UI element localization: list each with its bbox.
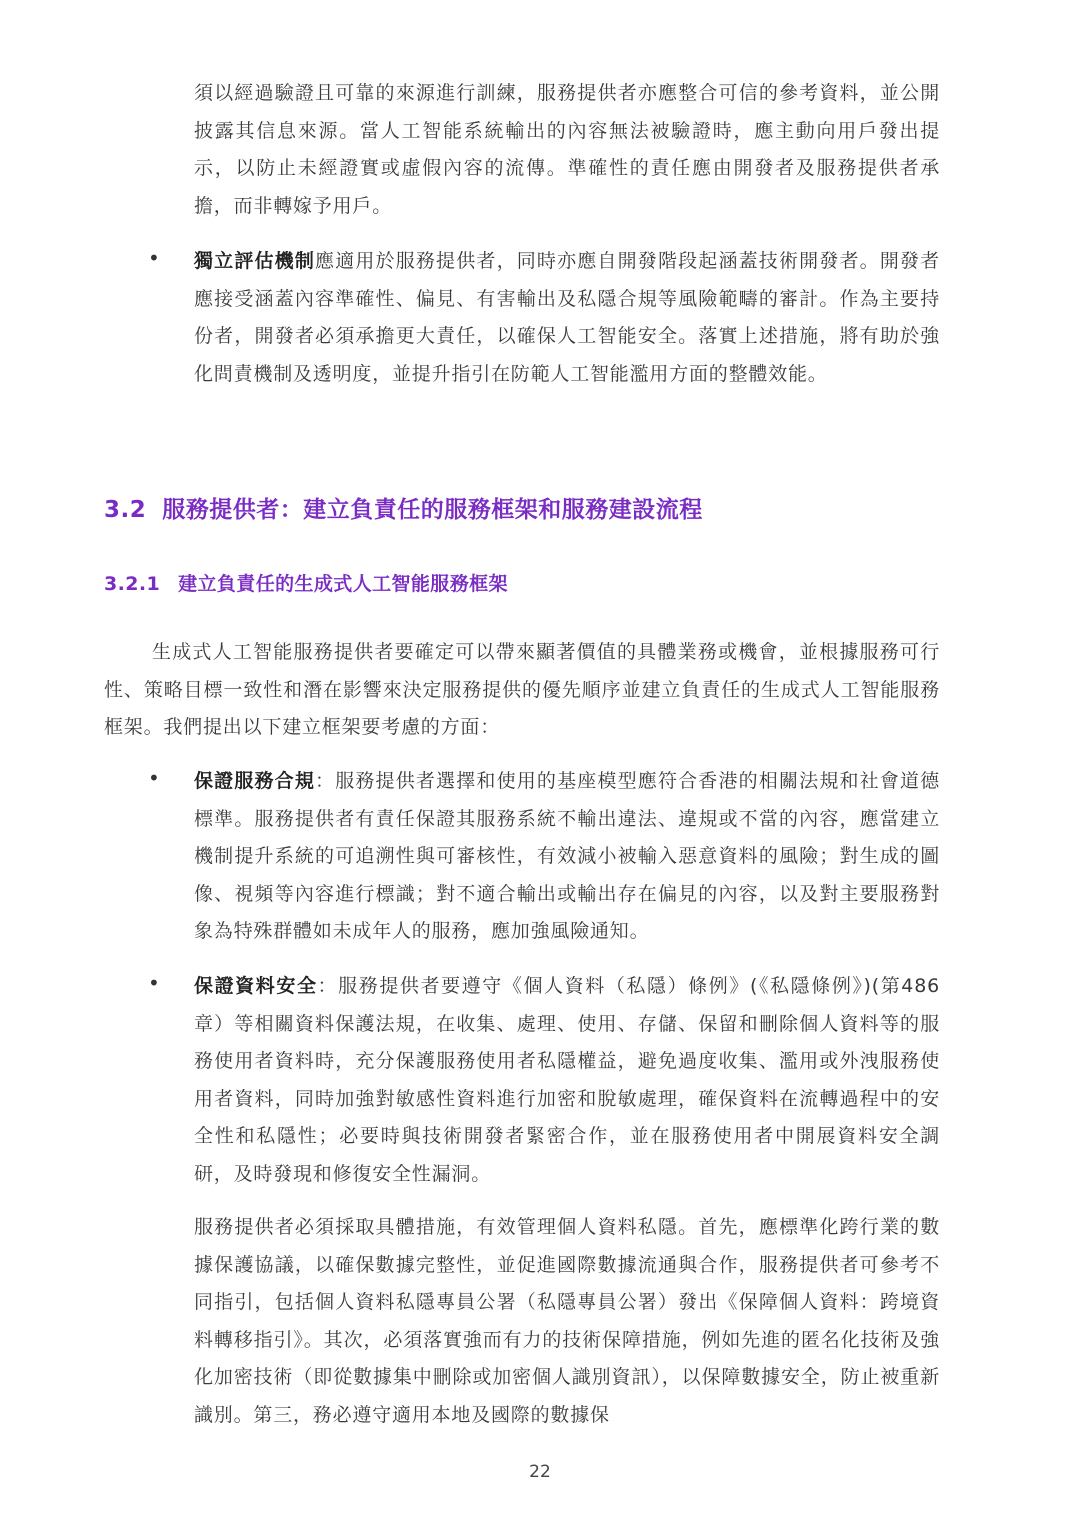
term-service-compliance: 保證服務合規 — [194, 770, 316, 792]
bullet-data-security: • — [148, 971, 160, 995]
text-data-security: ：服務提供者要遵守《個人資料（私隱）條例》(《私隱條例》)(第486章）等相關資料保護法規，在收集、處理、使用、存儲、保留和刪除個人資料等的服務使用者資料時，充分保護服務使用者私隱權益，避免過度收集、濫用或外洩服務使用者資料，同時加強對敏感性資料進行加密和脫敏處理，確保資料在流轉過程中的安全性和私隱性；必要時與技術開發者緊密合作，並在服務使用者中開展資料安全調研，及時發現和修復安全性漏洞。 — [194, 975, 940, 1185]
bullet-independent-assessment: • — [148, 246, 160, 270]
section-title: 服務提供者：建立負責任的服務框架和服務建設流程 — [162, 497, 703, 523]
term-independent-assessment: 獨立評估機制 — [194, 250, 316, 272]
page-number: 22 — [529, 1462, 551, 1482]
paragraph-training-sources: 須以經過驗證且可靠的來源進行訓練，服務提供者亦應整合可信的參考資料，並公開披露其信息來源。當人工智能系統輸出的內容無法被驗證時，應主動向用戶發出提示，以防止未經證實或虛假內容的流傳。準確性的責任應由開發者及服務提供者承擔，而非轉嫁予用戶。 — [194, 82, 940, 217]
term-data-security: 保證資料安全 — [194, 975, 318, 997]
paragraph-framework-intro: 生成式人工智能服務提供者要確定可以帶來顯著價值的具體業務或機會，並根據服務可行性、策略目標一致性和潛在影響來決定服務提供的優先順序並建立負責任的生成式人工智能服務框架。我們提出以下建立框架要考慮的方面： — [104, 641, 940, 739]
bullet-item-service-compliance — [194, 763, 940, 951]
paragraph-privacy-measures: 服務提供者必須採取具體措施，有效管理個人資料私隱。首先，應標準化跨行業的數據保護協議，以確保數據完整性，並促進國際數據流通與合作，服務提供者可參考不同指引，包括個人資料私隱專員公署（私隱專員公署）發出《保障個人資料：跨境資料轉移指引》。其次，必須落實強而有力的技術保障措施，例如先進的匿名化技術及強化加密技術（即從數據集中刪除或加密個人識別資訊），以保障數據安全，防止被重新識別。第三，務必遵守適用本地及國際的數據保 — [194, 1216, 940, 1426]
text-service-compliance: ：服務提供者選擇和使用的基座模型應符合香港的相關法規和社會道德標準。服務提供者有責任保證其服務系統不輸出違法、違規或不當的內容，應當建立機制提升系統的可追溯性與可審核性，有效減小被輸入惡意資料的風險；對生成的圖像、視頻等內容進行標識；對不適合輸出或輸出存在偏見的內容，以及對主要服務對象為特殊群體如未成年人的服務，應加強風險通知。 — [194, 770, 940, 943]
bullet-item-independent-assessment — [194, 243, 940, 393]
section-heading-3-2 — [104, 491, 703, 524]
text-independent-assessment: 應適用於服務提供者，同時亦應自開發階段起涵蓋技術開發者。開發者應接受涵蓋內容準確性、偏見、有害輸出及私隱合規等風險範疇的審計。作為主要持份者，開發者必須承擔更大責任，以確保人工智能安全。落實上述措施，將有助於強化問責機制及透明度，並提升指引在防範人工智能濫用方面的整體效能。 — [194, 250, 940, 385]
bullet-service-compliance: • — [148, 766, 160, 790]
bullet-item-data-security — [194, 968, 940, 1194]
subsection-number: 3.2.1 — [104, 573, 161, 595]
subsection-title: 建立負責任的生成式人工智能服務框架 — [178, 573, 508, 595]
section-number: 3.2 — [104, 497, 147, 523]
subsection-heading-3-2-1 — [104, 569, 508, 596]
